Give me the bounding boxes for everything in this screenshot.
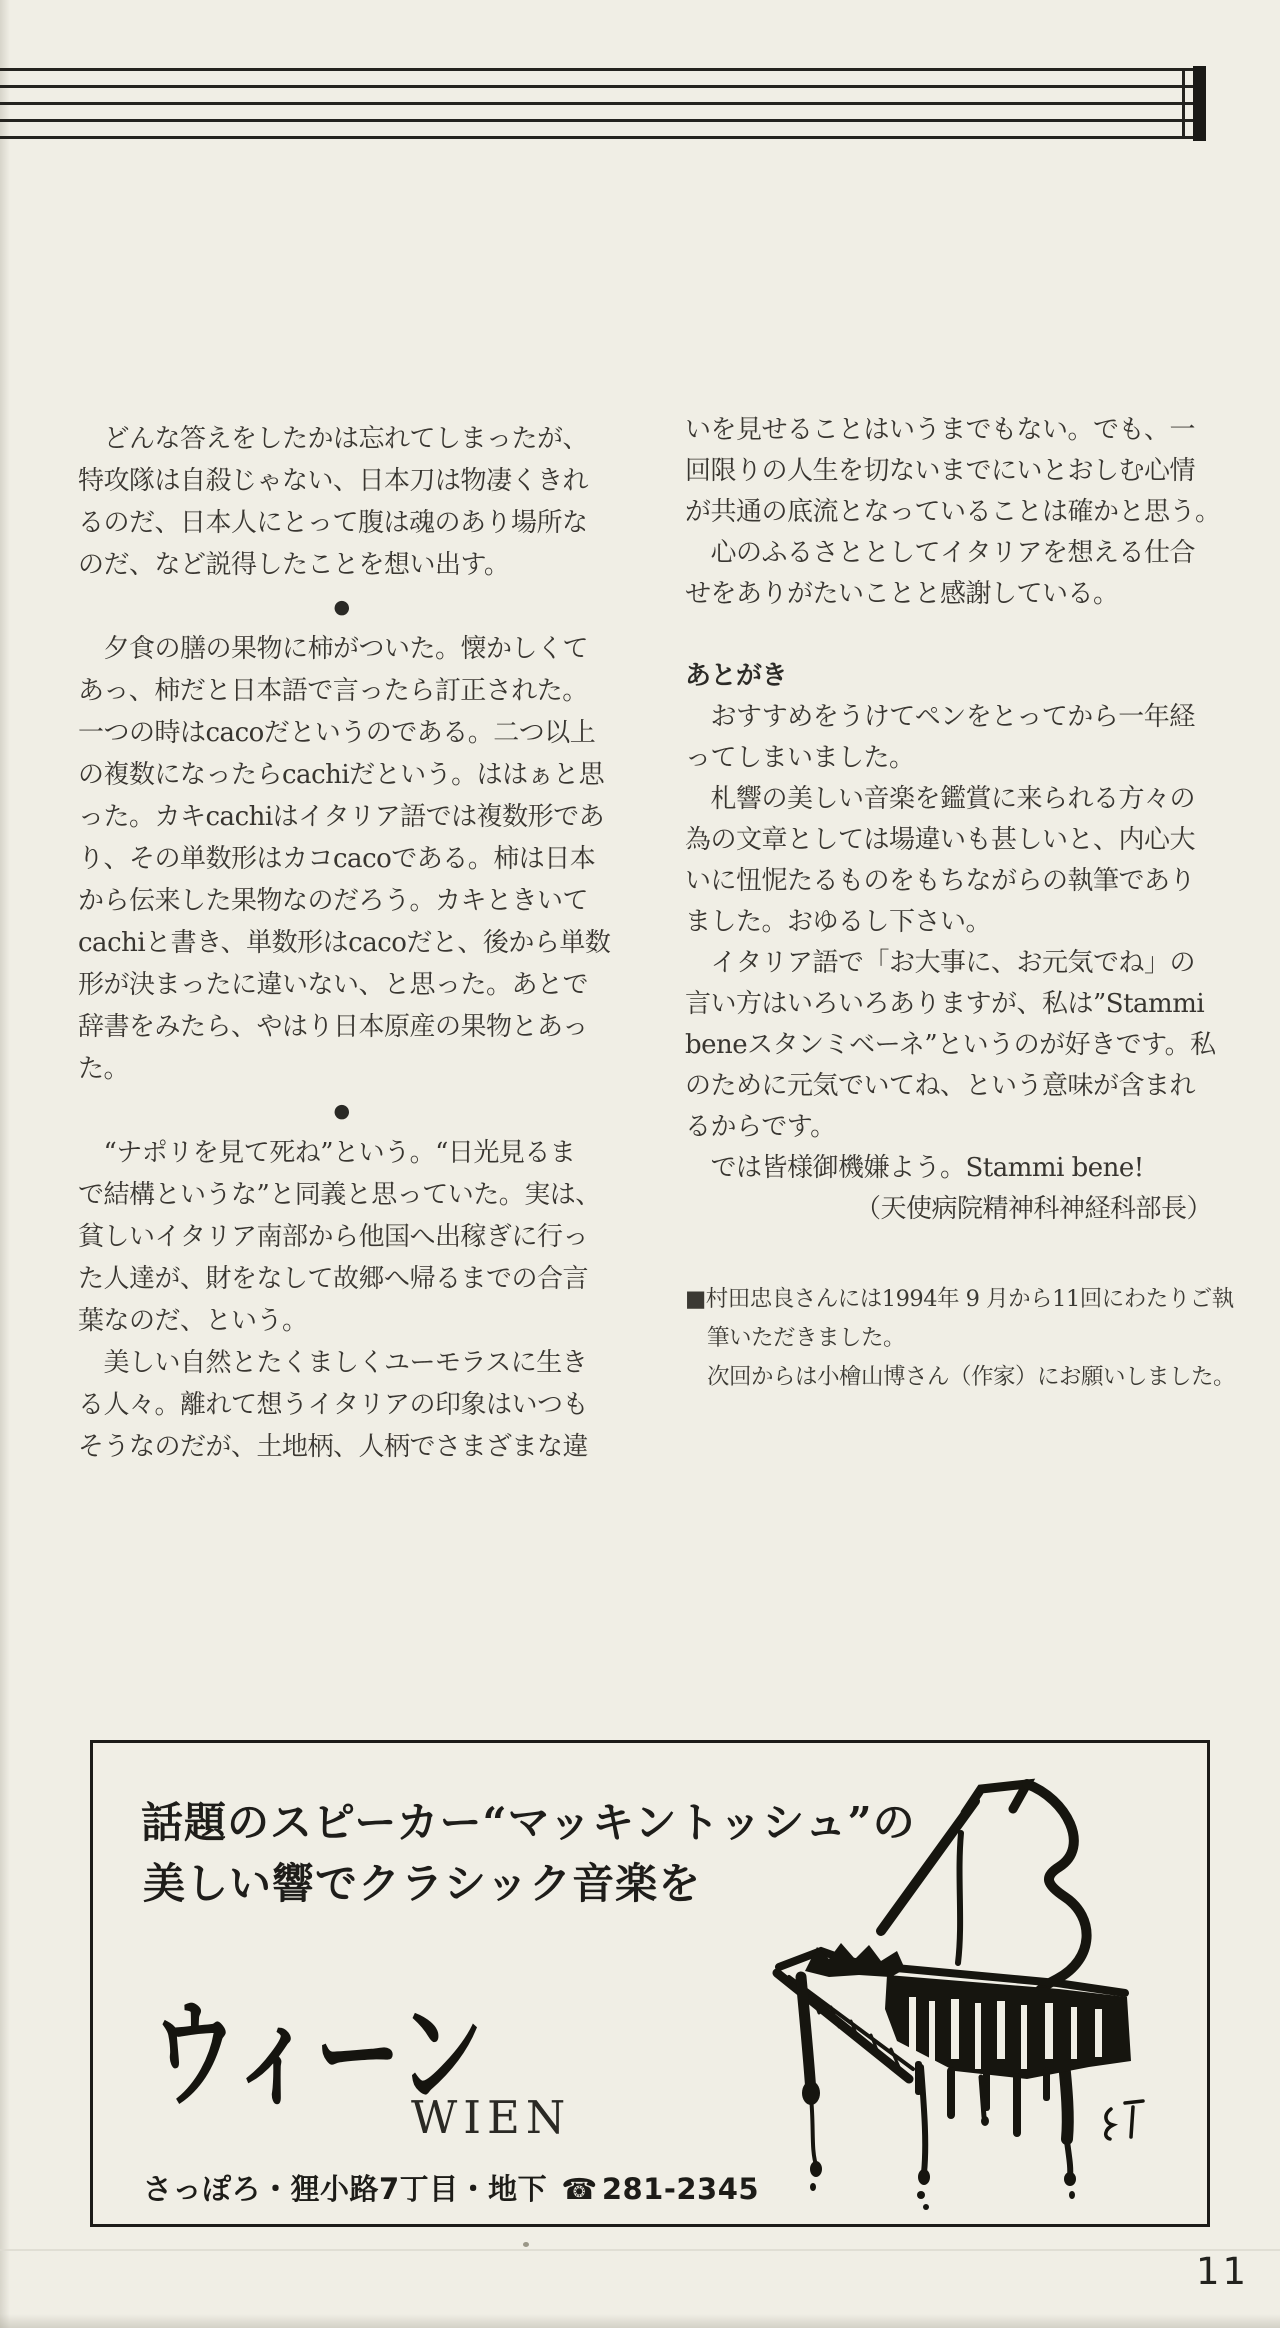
text-line: るからです。 bbox=[685, 1112, 836, 1142]
paragraph bbox=[78, 1132, 605, 1342]
section-divider-bullet bbox=[78, 586, 605, 628]
text-line: た。 bbox=[78, 1054, 130, 1084]
text-line: るのだ、日本人にとって腹は魂のあり場所な bbox=[78, 508, 588, 538]
text-line: ● bbox=[333, 1100, 350, 1122]
text-line: ● bbox=[333, 596, 350, 618]
text-line: ■村田忠良さんには1994年 9 月から11回にわたりご執 bbox=[685, 1286, 1234, 1312]
paragraph bbox=[685, 697, 1212, 779]
text-line: beneスタンミベーネ”というのが好きです。私 bbox=[685, 1030, 1216, 1060]
music-staff bbox=[0, 0, 1280, 160]
ad-headline-line2: 美しい響でクラシック音楽を bbox=[143, 1859, 702, 1908]
text-line: 札響の美しい音楽を鑑賞に来られる方々の bbox=[685, 784, 1196, 814]
editor-footnote bbox=[685, 1280, 1236, 1397]
text-line: 夕食の膳の果物に柿がついた。懐かしくて bbox=[78, 634, 589, 664]
text-line: では皆様御機嫌よう。Stammi bene! bbox=[685, 1153, 1144, 1183]
text-line: 特攻隊は自殺じゃない、日本刀は物凄くきれ bbox=[78, 466, 589, 496]
scan-left-edge-shadow bbox=[0, 0, 10, 2328]
text-line: あっ、柿だと日本語で言ったら訂正された。 bbox=[78, 676, 588, 706]
text-line: 一つの時はcacoだというのである。二つ以上 bbox=[78, 718, 596, 748]
text-line: のために元気でいてね、という意味が含まれ bbox=[685, 1071, 1196, 1101]
paragraph bbox=[78, 418, 605, 586]
ad-address-text: さっぽろ・狸小路7丁目・地下 bbox=[143, 2172, 548, 2206]
text-line: ました。おゆるし下さい。 bbox=[685, 907, 992, 937]
ad-store-name-latin: WIEN bbox=[411, 2091, 572, 2144]
section-divider-bullet bbox=[78, 1090, 605, 1132]
text-line: ってしまいました。 bbox=[685, 743, 915, 773]
ad-address bbox=[143, 2167, 759, 2208]
text-line: 心のふるさととしてイタリアを想える仕合 bbox=[685, 538, 1196, 568]
text-line: から伝来した果物なのだろう。カキときいて bbox=[78, 886, 589, 916]
ad-store-name-japanese: ウィーン bbox=[151, 1984, 482, 2124]
paragraph bbox=[685, 410, 1221, 533]
text-line: “ナポリを見て死ね”という。“日光見るま bbox=[78, 1138, 576, 1168]
text-line: 回限りの人生を切ないまでにいとおしむ心情 bbox=[685, 456, 1196, 486]
scan-speck bbox=[523, 2242, 529, 2247]
advertisement-box bbox=[90, 1740, 1210, 2227]
text-line: 為の文章としては場違いも甚しいと、内心大 bbox=[685, 825, 1196, 855]
paragraph bbox=[685, 779, 1212, 943]
scan-artifact-line bbox=[0, 2249, 1280, 2251]
scan-bottom-edge-shadow bbox=[0, 2314, 1280, 2328]
grand-piano-illustration bbox=[759, 1761, 1199, 2221]
text-line: た人達が、財をなして故郷へ帰るまでの合言 bbox=[78, 1264, 589, 1294]
staff-thick-barline bbox=[1193, 66, 1206, 141]
staff-thin-barline bbox=[1182, 68, 1185, 139]
text-line: のだ、など説得したことを想い出す。 bbox=[78, 550, 510, 580]
text-line: で結構というな”と同義と思っていた。実は、 bbox=[78, 1180, 601, 1210]
staff-line bbox=[0, 119, 1196, 122]
text-line: 貧しいイタリア南部から他国へ出稼ぎに行っ bbox=[78, 1222, 589, 1252]
paragraph bbox=[78, 628, 611, 1090]
phone-icon: ☎ bbox=[561, 2172, 598, 2206]
text-line: おすすめをうけてペンをとってから一年経 bbox=[685, 702, 1195, 732]
text-line: が共通の底流となっていることは確かと思う。 bbox=[685, 497, 1221, 527]
text-line: 筆いただきました。 bbox=[685, 1325, 906, 1351]
text-line: いに忸怩たるものをもちながらの執筆であり bbox=[685, 866, 1196, 896]
paragraph bbox=[685, 1148, 1212, 1189]
text-line: いを見せることはいうまでもない。でも、一 bbox=[685, 415, 1196, 445]
text-line: 言い方はいろいろありますが、私は”Stammi bbox=[685, 989, 1205, 1019]
text-line: った。カキcachiはイタリア語では複数形であ bbox=[78, 802, 605, 832]
staff-line bbox=[0, 85, 1196, 88]
text-line: 美しい自然とたくましくユーモラスに生き bbox=[78, 1348, 588, 1378]
text-line: る人々。離れて想うイタリアの印象はいつも bbox=[78, 1390, 589, 1420]
ad-phone-number: 281-2345 bbox=[601, 2172, 760, 2206]
author-credit bbox=[685, 1189, 1212, 1230]
text-line: あとがき bbox=[685, 661, 788, 691]
text-line: そうなのだが、土地柄、人柄でさまざまな違 bbox=[78, 1432, 589, 1462]
paragraph bbox=[685, 533, 1212, 615]
text-line: 葉なのだ、という。 bbox=[78, 1306, 308, 1336]
text-line: の複数になったらcachiだという。ははぁと思 bbox=[78, 760, 605, 790]
text-line: せをありがたいことと感謝している。 bbox=[685, 579, 1119, 609]
text-line: （天使病院精神科神経科部長） bbox=[854, 1194, 1212, 1224]
article-right-column bbox=[685, 410, 1236, 1397]
text-line: イタリア語で「お大事に、お元気でね」の bbox=[685, 948, 1196, 978]
text-line: 辞書をみたら、やはり日本原産の果物とあっ bbox=[78, 1012, 588, 1042]
text-line: どんな答えをしたかは忘れてしまったが、 bbox=[78, 424, 589, 454]
page-number: 11 bbox=[1196, 2250, 1250, 2293]
article-left-column bbox=[78, 418, 611, 1468]
text-line: cachiと書き、単数形はcacoだと、後から単数 bbox=[78, 928, 611, 958]
paragraph bbox=[685, 943, 1216, 1148]
text-line: り、その単数形はカコcacoである。柿は日本 bbox=[78, 844, 596, 874]
ad-headline-line1: 話題のスピーカー“マッキントッシュ”の bbox=[141, 1798, 916, 1847]
staff-line bbox=[0, 102, 1196, 105]
staff-line bbox=[0, 68, 1196, 71]
staff-line bbox=[0, 136, 1196, 139]
text-line: 次回からは小檜山博さん（作家）にお願いしました。 bbox=[685, 1364, 1236, 1390]
text-line: 形が決まったに違いない、と思った。あとで bbox=[78, 970, 589, 1000]
afterword-heading bbox=[685, 656, 1212, 697]
paragraph bbox=[78, 1342, 605, 1468]
